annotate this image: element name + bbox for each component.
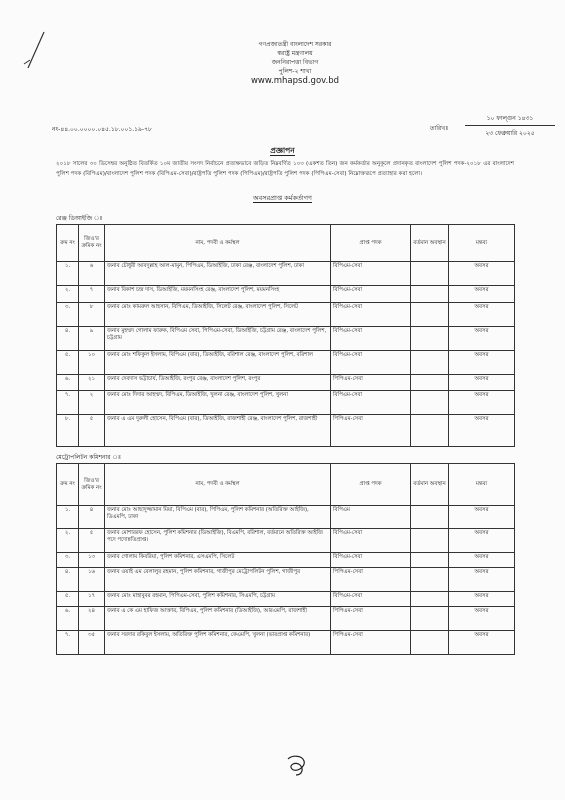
col-go-serial: জিও'র ক্রমিক নং [79, 225, 105, 262]
cell-remarks: অবসর [449, 286, 515, 303]
cell-remarks: অবসর [449, 375, 515, 391]
cell-status [411, 351, 449, 375]
cell-name: জনাব এ এম দুরুলী হোসেন, বিপিএম (বার), ডিআইজি, রাজশাহী রেঞ্জ, বাংলাদেশ পুলিশ, রাজশাহী [105, 415, 331, 447]
cell-serial: ২. [57, 529, 79, 553]
pen-mark-icon [22, 30, 52, 75]
table-row [57, 303, 515, 327]
table-header-row [57, 464, 515, 506]
cell-go-serial: ৬ [79, 262, 105, 286]
cell-status [411, 375, 449, 391]
cell-serial: ৬. [57, 375, 79, 391]
cell-remarks: অবসর [449, 529, 515, 553]
col-serial: ক্রম নং [57, 225, 79, 262]
cell-name: জনাব চৌধুরী আবদুল্লাহ আল-মামুন, পিপিএম, ডিআইজি, ঢাকা রেঞ্জ, বাংলাদেশ পুলিশ, ঢাকা [105, 262, 331, 286]
table-row [57, 262, 515, 286]
cell-medal: বিপিএম-সেবা [331, 327, 411, 351]
cell-status [411, 568, 449, 592]
table-row [57, 506, 515, 529]
cell-go-serial: ৯ [79, 327, 105, 351]
cell-medal: বিপিএম-সেবা [331, 529, 411, 553]
table-row [57, 351, 515, 375]
col-remarks: মন্তব্য [449, 464, 515, 506]
letterhead [180, 40, 410, 87]
cell-serial: ৫. [57, 592, 79, 607]
cell-go-serial: ২৪ [79, 607, 105, 631]
table-row [57, 375, 515, 391]
cell-status [411, 415, 449, 447]
cell-name: জনাব ওয়াই এম বেলালুর রহমান, পুলিশ কমিশনার, গাজীপুর মেট্রোপলিটন পুলিশ, গাজীপুর [105, 568, 331, 592]
col-status: বর্তমান অবস্থান [411, 225, 449, 262]
table-row [57, 327, 515, 351]
cell-serial: ৬. [57, 607, 79, 631]
cell-serial: ১. [57, 506, 79, 529]
cell-status [411, 506, 449, 529]
cell-status [411, 303, 449, 327]
cell-status [411, 607, 449, 631]
cell-name: জনাব এ কে এম হাফিজ আক্তার, বিপিএম, পুলিশ কমিশনার (ডিআইজি), আরএমপি, রাজশাহী [105, 607, 331, 631]
col-name: নাম, পদবী ও কর্মস্থল [105, 464, 331, 506]
cell-serial: ২. [57, 286, 79, 303]
cell-name: জনাব সরদার রকিবুল ইসলাম, অতিরিক্ত পুলিশ কমিশনার, কেএমপি, খুলনা (ভারপ্রাপ্ত কমিশনার) [105, 631, 331, 655]
cell-remarks: অবসর [449, 631, 515, 655]
cell-status [411, 286, 449, 303]
table-row [57, 568, 515, 592]
cell-medal: বিপিএম-সেবা [331, 351, 411, 375]
cell-medal: পিপিএম-সেবা [331, 375, 411, 391]
cell-status [411, 391, 449, 415]
table-row [57, 286, 515, 303]
cell-medal: বিপিএম-সেবা [331, 262, 411, 286]
metro-commissioner-table [56, 463, 515, 655]
table-row [57, 415, 515, 447]
cell-name: জনাব মোঃ মাহাবুবর রহমান, পিপিএম-সেবা, পুলিশ কমিশনার, সিএমপি, চট্টগ্রাম [105, 592, 331, 607]
cell-go-serial: ১৭ [79, 592, 105, 607]
cell-medal: বিপিএম-সেবা [331, 553, 411, 568]
body-paragraph: ২০১৮ সালের ৩০ ডিসেম্বর অনুষ্ঠিত বিতর্কিত ১০ম জাতীয় সংসদ নির্বাচনে প্রত্যক্ষভাবে জড়িত নিম্নবর্ণিত ১০৩ (একশত তিন) জন কর্মকর্তার অনুকূলে প্রদানকৃত বাংলাদেশ পুলিশ পদক-২০১৮ এর বাংলাদেশ পুলিশ পদক (বিপিএম)/বাংলাদেশ পুলিশ পদক (বিপিএম-সেবা)/রাষ্ট্রপতি পুলিশ পদক (পিপিএম)/রাষ্ট্রপতি পুলিশ পদক (পিপিএম-সেবা) নিম্নোক্তরূপে প্রত্যাহার করা হলো। [56, 161, 514, 177]
cell-status [411, 529, 449, 553]
sub-title: অবসরপ্রাপ্ত কর্মকর্তাগণ [253, 194, 312, 202]
cell-medal: বিপিএম-সেবা [331, 303, 411, 327]
cell-remarks: অবসর [449, 568, 515, 592]
col-status: বর্তমান অবস্থান [411, 464, 449, 506]
cell-status [411, 327, 449, 351]
col-serial: ক্রম নং [57, 464, 79, 506]
cell-medal: বিপিএম [331, 506, 411, 529]
table-row [57, 631, 515, 655]
cell-status [411, 592, 449, 607]
cell-medal: বিপিএম-সেবা [331, 286, 411, 303]
date-bangla: ১০ ফাল্গুন ১৪৩১ [465, 113, 555, 126]
cell-status [411, 631, 449, 655]
cell-remarks: অবসর [449, 607, 515, 631]
signature-icon [282, 753, 312, 778]
cell-medal: বিপিএম-সেবা [331, 592, 411, 607]
cell-status [411, 262, 449, 286]
cell-remarks: অবসর [449, 262, 515, 286]
table-row [57, 607, 515, 631]
cell-medal: পিপিএম-সেবা [331, 568, 411, 592]
header-line-3: জননিরাপত্তা বিভাগ [271, 59, 319, 66]
cell-go-serial: ২ [79, 391, 105, 415]
cell-name: জনাব মোঃ শফিকুল ইসলাম, বিপিএম (বার), ডিআইজি, বরিশাল রেঞ্জ, বাংলাদেশ পুলিশ, বরিশাল [105, 351, 331, 375]
cell-remarks: অবসর [449, 391, 515, 415]
cell-remarks: অবসর [449, 553, 515, 568]
memo-number: নং-৪৪.০০.০০০০.০৪৫.১৮.০০১.১৯-৭৮ [52, 126, 152, 133]
cell-serial: ৮. [57, 415, 79, 447]
cell-remarks: অবসর [449, 415, 515, 447]
table-row [57, 592, 515, 607]
col-medal: প্রাপ্ত পদক [331, 464, 411, 506]
col-go-serial: জিও'র ক্রমিক নং [79, 464, 105, 506]
cell-go-serial: ৫ [79, 415, 105, 447]
cell-medal: পিপিএম-সেবা [331, 415, 411, 447]
cell-medal: পিপিএম-সেবা [331, 631, 411, 655]
cell-medal: পিপিএম-সেবা [331, 607, 411, 631]
cell-serial: ১. [57, 262, 79, 286]
notice-title: প্রজ্ঞাপন [270, 146, 295, 155]
cell-name: জনাব মোশাররফ হোসেন, পুলিশ কমিশনার (ডিআইজি), বিএমপি, বরিশাল, বর্তমানে অতিরিক্ত আইজি পদে পদোন্নতিপ্রাপ্ত। [105, 529, 331, 553]
cell-name: জনাব মুহম্মদ গোলাম ফারুক, বিপিএম সেবা, পিপিএম-সেবা, ডিআইজি, চট্টগ্রাম রেঞ্জ, বাংলাদেশ পুলিশ, চট্টগ্রাম [105, 327, 331, 351]
cell-remarks: অবসর [449, 327, 515, 351]
cell-go-serial: ৮ [79, 303, 105, 327]
cell-remarks: অবসর [449, 351, 515, 375]
table-row [57, 553, 515, 568]
cell-remarks: অবসর [449, 592, 515, 607]
cell-go-serial: ১৩ [79, 553, 105, 568]
table-header-row [57, 225, 515, 262]
cell-serial: ৫. [57, 351, 79, 375]
cell-name: জনাব বিকাশ চন্দ্র দাস, ডিআইজি, ময়মনসিংহ রেঞ্জ, বাংলাদেশ পুলিশ, ময়মনসিংহ [105, 286, 331, 303]
section-label-metro-commissioner: মেট্রোপলিটন কমিশনার ঃ [56, 454, 122, 461]
cell-name: জনাব দেবদাস ভট্টাচার্য, ডিআইজি, রংপুর রেঞ্জ, বাংলাদেশ পুলিশ, রংপুর [105, 375, 331, 391]
cell-go-serial: ৭ [79, 286, 105, 303]
header-line-4: পুলিশ-২ শাখা [278, 68, 312, 75]
range-dig-table [56, 224, 515, 447]
cell-serial: ৩. [57, 553, 79, 568]
cell-serial: ৭. [57, 391, 79, 415]
cell-serial: ৪. [57, 568, 79, 592]
cell-go-serial: ৫ [79, 529, 105, 553]
col-medal: প্রাপ্ত পদক [331, 225, 411, 262]
cell-name: জনাব মোঃ আছাদুজ্জামান মিয়া, বিপিএম (বার), পিপিএম, পুলিশ কমিশনার (অতিরিক্ত আইজি), ডিএমপি, ঢাকা [105, 506, 331, 529]
cell-go-serial: ৪ [79, 506, 105, 529]
header-line-2: স্বরাষ্ট্র মন্ত্রণালয় [277, 50, 313, 57]
cell-medal: বিপিএম-সেবা [331, 391, 411, 415]
cell-name: জনাব মোঃ কামরুল আহসান, বিপিএম, ডিআইজি, সিলেট রেঞ্জ, বাংলাদেশ পুলিশ, সিলেট [105, 303, 331, 327]
col-remarks: মন্তব্য [449, 225, 515, 262]
cell-serial: ৩. [57, 303, 79, 327]
cell-remarks: অবসর [449, 303, 515, 327]
table-row [57, 529, 515, 553]
cell-serial: ৭. [57, 631, 79, 655]
date-english: ২৩ ফেব্রুয়ারি ২০২৫ [485, 130, 535, 137]
cell-name: জনাব গোলাম কিবরিয়া, পুলিশ কমিশনার, এসএমপি, সিলেট [105, 553, 331, 568]
cell-status [411, 553, 449, 568]
table-row [57, 391, 515, 415]
cell-go-serial: ১৬ [79, 568, 105, 592]
cell-go-serial: ১০ [79, 351, 105, 375]
website-url[interactable]: www.mhapsd.gov.bd [250, 76, 340, 86]
cell-remarks: অবসর [449, 506, 515, 529]
cell-go-serial: ৩৫ [79, 631, 105, 655]
date-label: তারিখঃ [430, 125, 449, 132]
cell-serial: ৪. [57, 327, 79, 351]
header-line-1: গণপ্রজাতন্ত্রী বাংলাদেশ সরকার [258, 41, 332, 48]
cell-go-serial: ২১ [79, 375, 105, 391]
section-label-range-dig: রেঞ্জ ডিআইজি ঃ [56, 215, 103, 222]
cell-name: জনাব মোঃ দিদার আহম্মদ, বিপিএম, ডিআইজি, খুলনা রেঞ্জ, বাংলাদেশ পুলিশ, খুলনা [105, 391, 331, 415]
col-name: নাম, পদবী ও কর্মস্থল [105, 225, 331, 262]
